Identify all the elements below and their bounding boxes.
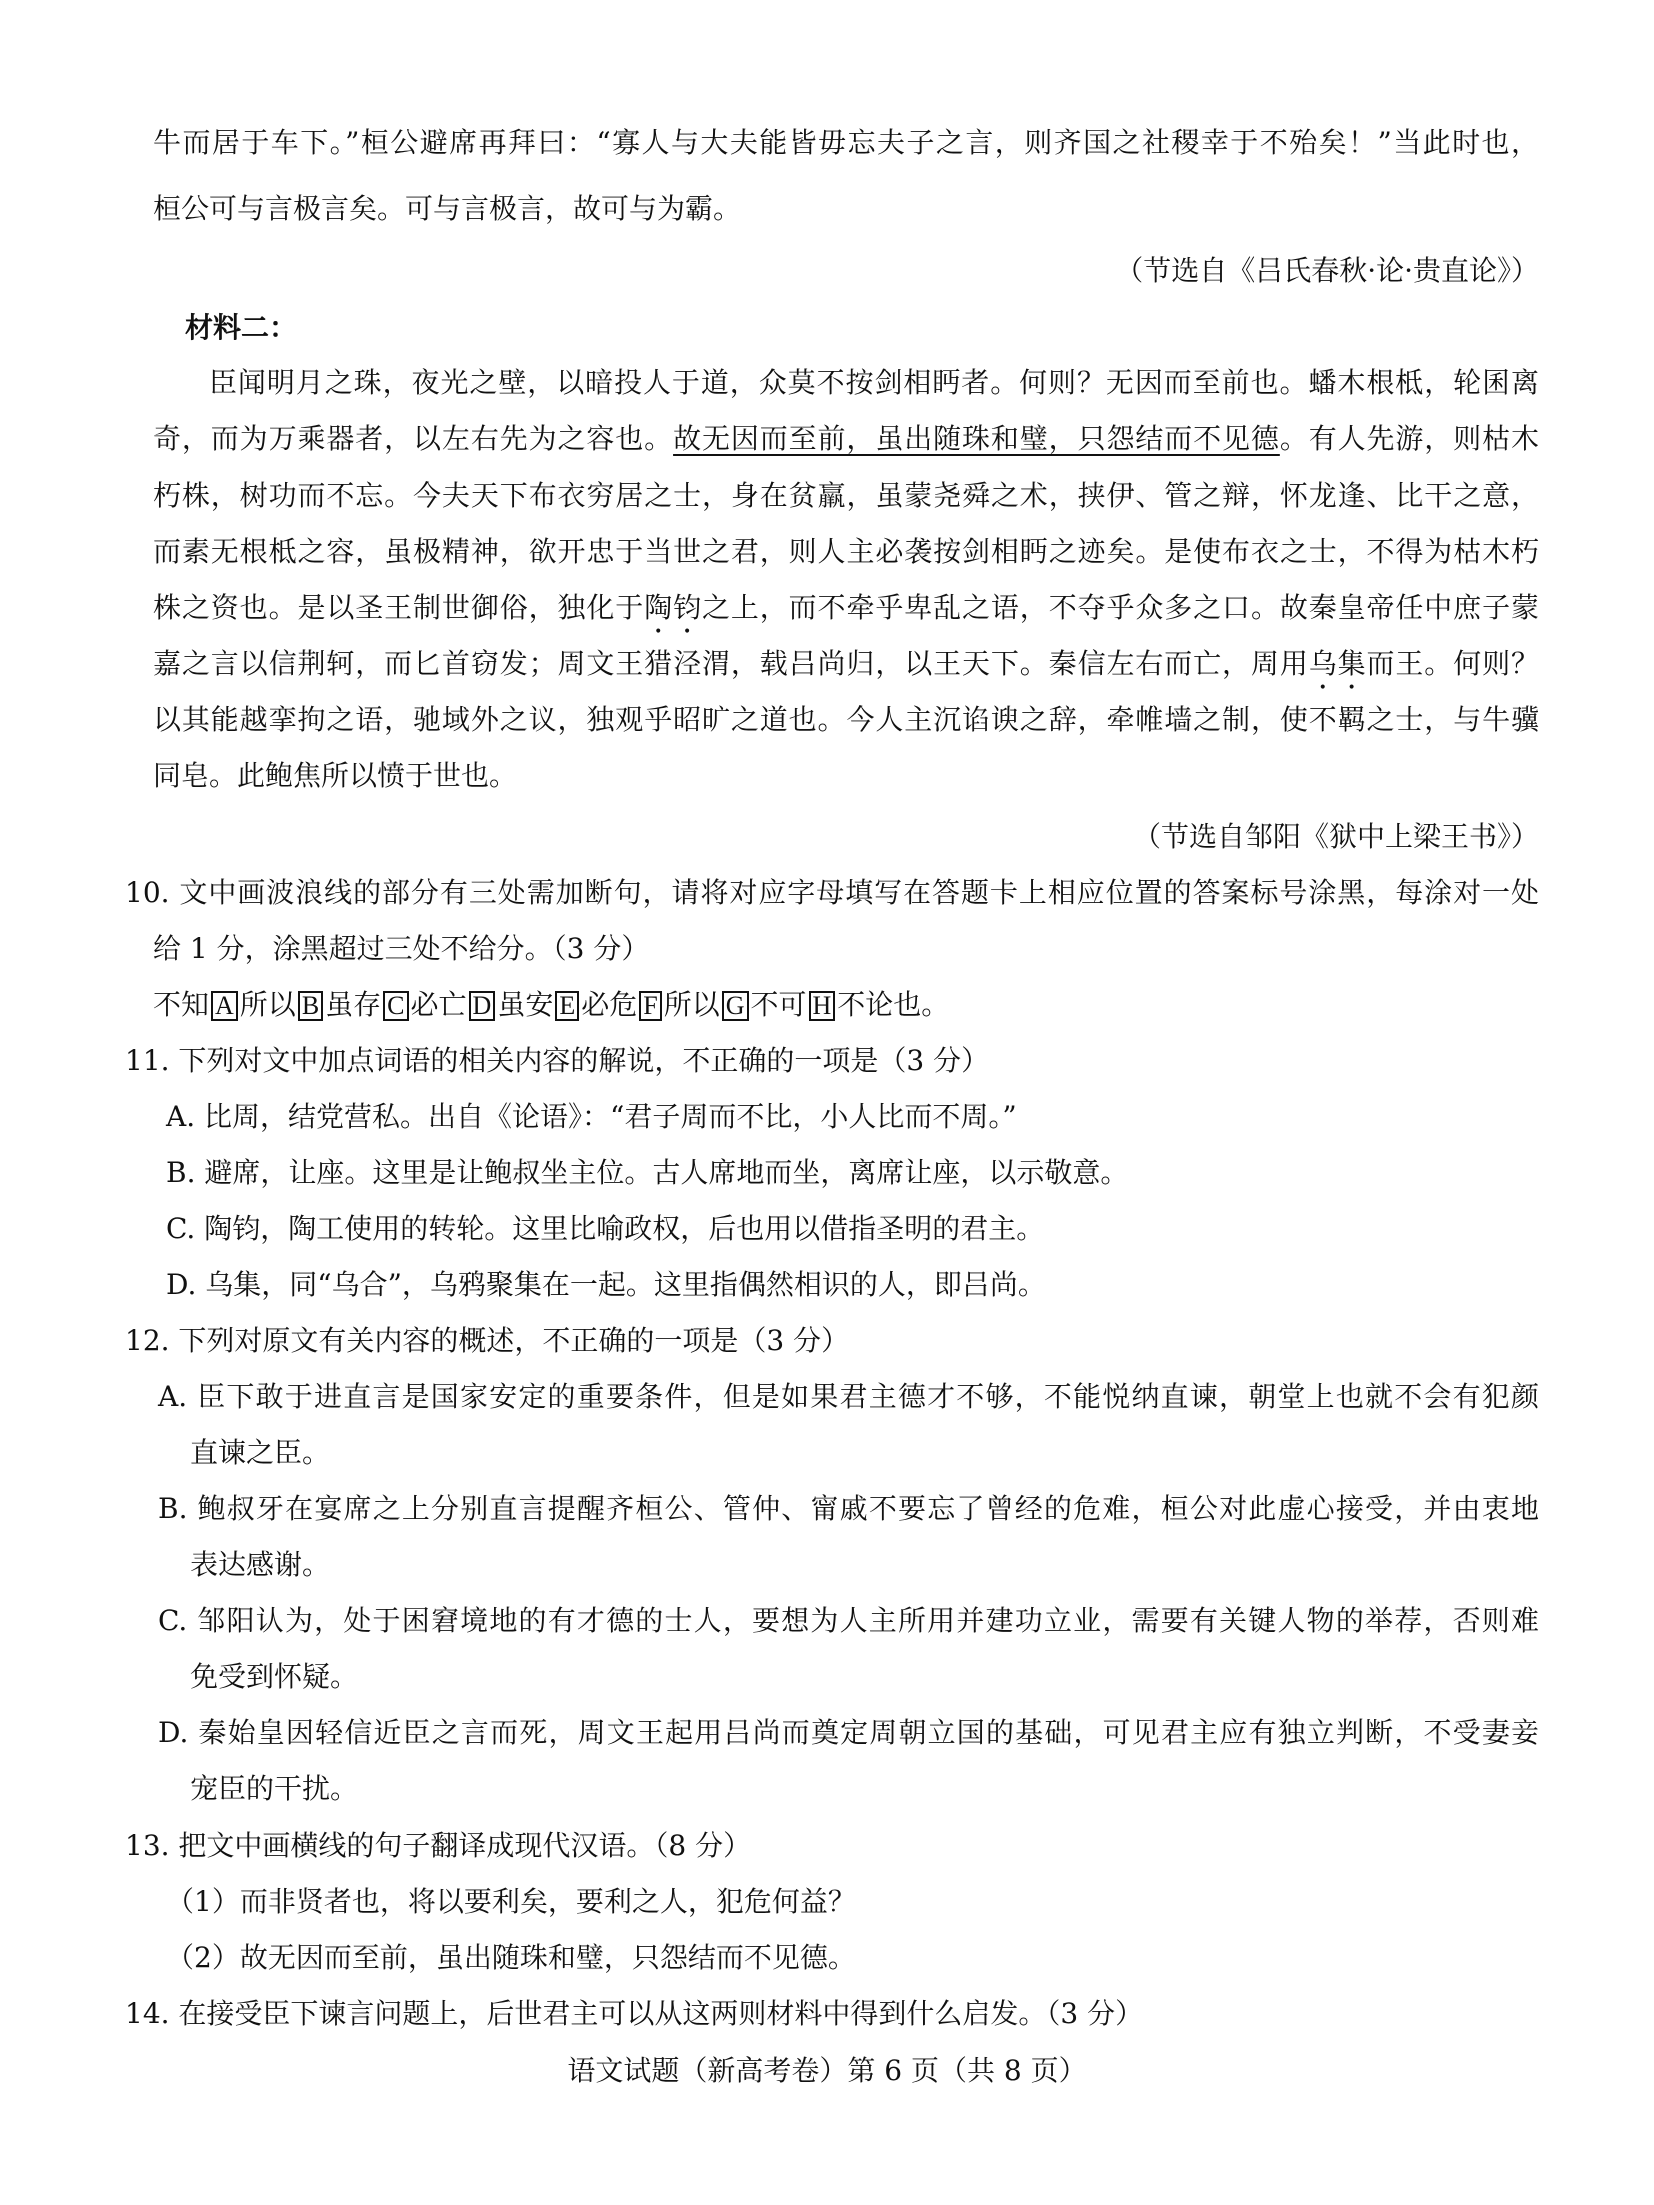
break-mark-box: B [298, 991, 323, 1021]
question-11-option: C. 陶钧，陶工使用的转轮。这里比喻政权，后也用以借指圣明的君主。 [166, 1212, 1045, 1245]
question-12-option-a: 直谏之臣。 [190, 1436, 331, 1469]
question-12-option-a: A. 臣下敢于进直言是国家安定的重要条件，但是如果君主德才不够，不能悦纳直谏，朝堂上也就不会有犯颜 [158, 1380, 1539, 1413]
material2-line: 而素无根柢之容，虽极精神，欲开忠于当世之君，则人主必袭按剑相眄之迹矣。是使布衣之士，不得为枯木朽 [153, 535, 1539, 568]
question-12-option-c: 免受到怀疑。 [190, 1660, 359, 1693]
question-12-option-d: D. 秦始皇因轻信近臣之言而死，周文王起用吕尚而奠定周朝立国的基础，可见君主应有独立判断，不受妻妾 [158, 1716, 1539, 1749]
material2-line: 以其能越挛拘之语，驰域外之议，独观乎昭旷之道也。今人主沉谄谀之辞，牵帷墙之制，使不羁之士，与牛骥 [153, 703, 1539, 736]
material2-source: （节选自邹阳《狱中上梁王书》） [1132, 820, 1539, 853]
break-mark-box: E [555, 991, 579, 1021]
material1-line: 桓公可与言极言矣。可与言极言，故可与为霸。 [153, 192, 742, 225]
break-mark-box: C [383, 991, 408, 1021]
question-11-option: D. 乌集，同“乌合”，乌鸦聚集在一起。这里指偶然相识的人，即吕尚。 [166, 1268, 1046, 1301]
question-12-option-b: B. 鲍叔牙在宴席之上分别直言提醒齐桓公、管仲、甯戚不要忘了曾经的危难，桓公对此虚心接受，并由衷地 [158, 1492, 1539, 1525]
break-mark-box: D [469, 991, 496, 1021]
break-mark-box: A [211, 991, 238, 1021]
material2-line: 奇，而为万乘器者，以左右先为之容也。故无因而至前，虽出随珠和璧，只怨结而不见德。有人先游，则枯木 [153, 422, 1539, 455]
question-13-stem: 13. 把文中画横线的句子翻译成现代汉语。（8 分） [125, 1829, 752, 1862]
question-10-stem: 10. 文中画波浪线的部分有三处需加断句，请将对应字母填写在答题卡上相应位置的答案标号涂黑，每涂对一处 [125, 876, 1539, 909]
break-mark-box: F [639, 991, 661, 1021]
question-13-item: （1）而非贤者也，将以要利矣，要利之人，犯危何益？ [166, 1885, 856, 1918]
question-10-stem: 给 1 分，涂黑超过三处不给分。（3 分） [153, 932, 650, 965]
material2-heading: 材料二： [185, 311, 298, 344]
underlined-sentence: 故无因而至前，虽出随珠和璧，只怨结而不见德 [673, 422, 1280, 455]
question-11-option: A. 比周，结党营私。出自《论语》：“君子周而不比，小人比而不周。” [166, 1100, 1017, 1133]
material2-line: 嘉之言以信荆轲，而匕首窃发；周文王猎泾渭，载吕尚归，以王天下。秦信左右而亡，周用乌集而王。何则？ [153, 647, 1539, 680]
material2-line: 朽株，树功而不忘。今夫天下布衣穷居之士，身在贫羸，虽蒙尧舜之术，挟伊、管之辩，怀龙逢、比干之意， [153, 479, 1539, 512]
question-13-item: （2）故无因而至前，虽出随珠和璧，只怨结而不见德。 [166, 1941, 856, 1974]
question-11-stem: 11. 下列对文中加点词语的相关内容的解说，不正确的一项是（3 分） [125, 1044, 990, 1077]
material2-line: 同皂。此鲍焦所以愤于世也。 [153, 759, 518, 792]
material2-line: 臣闻明月之珠，夜光之壁，以暗投人于道，众莫不按剑相眄者。何则？无因而至前也。蟠木根柢，轮囷离 [209, 366, 1539, 399]
dotted-word: 陶钧 [644, 591, 702, 624]
question-12-option-c: C. 邹阳认为，处于困窘境地的有才德的士人，要想为人主所用并建功立业，需要有关键人物的举荐，否则难 [158, 1604, 1539, 1637]
question-12-option-b: 表达感谢。 [190, 1548, 331, 1581]
page-footer: 语文试题（新高考卷）第 6 页（共 8 页） [567, 2054, 1087, 2087]
material1-line: 牛而居于车下。”桓公避席再拜曰：“寡人与大夫能皆毋忘夫子之言，则齐国之社稷幸于不殆矣！”当此时也， [153, 126, 1539, 159]
break-mark-box: H [809, 991, 836, 1021]
question-12-option-d: 宠臣的干扰。 [190, 1772, 359, 1805]
question-10-sentence: 不知 A 所以 B 虽存 C 必亡 D 虽安 E 必危 F 所以 G 不可 H 不论也。 [153, 988, 950, 1021]
material1-source: （节选自《吕氏春秋·论·贵直论》） [1115, 254, 1539, 287]
material2-line: 株之资也。是以圣王制世御俗，独化于陶钧之上，而不牵乎卑乱之语，不夺乎众多之口。故秦皇帝任中庶子蒙 [153, 591, 1539, 624]
question-11-option: B. 避席，让座。这里是让鲍叔坐主位。古人席地而坐，离席让座，以示敬意。 [166, 1156, 1129, 1189]
dotted-word: 乌集 [1308, 647, 1367, 680]
question-12-stem: 12. 下列对原文有关内容的概述，不正确的一项是（3 分） [125, 1324, 850, 1357]
question-14-stem: 14. 在接受臣下谏言问题上，后世君主可以从这两则材料中得到什么启发。（3 分） [125, 1997, 1144, 2030]
break-mark-box: G [722, 991, 749, 1021]
